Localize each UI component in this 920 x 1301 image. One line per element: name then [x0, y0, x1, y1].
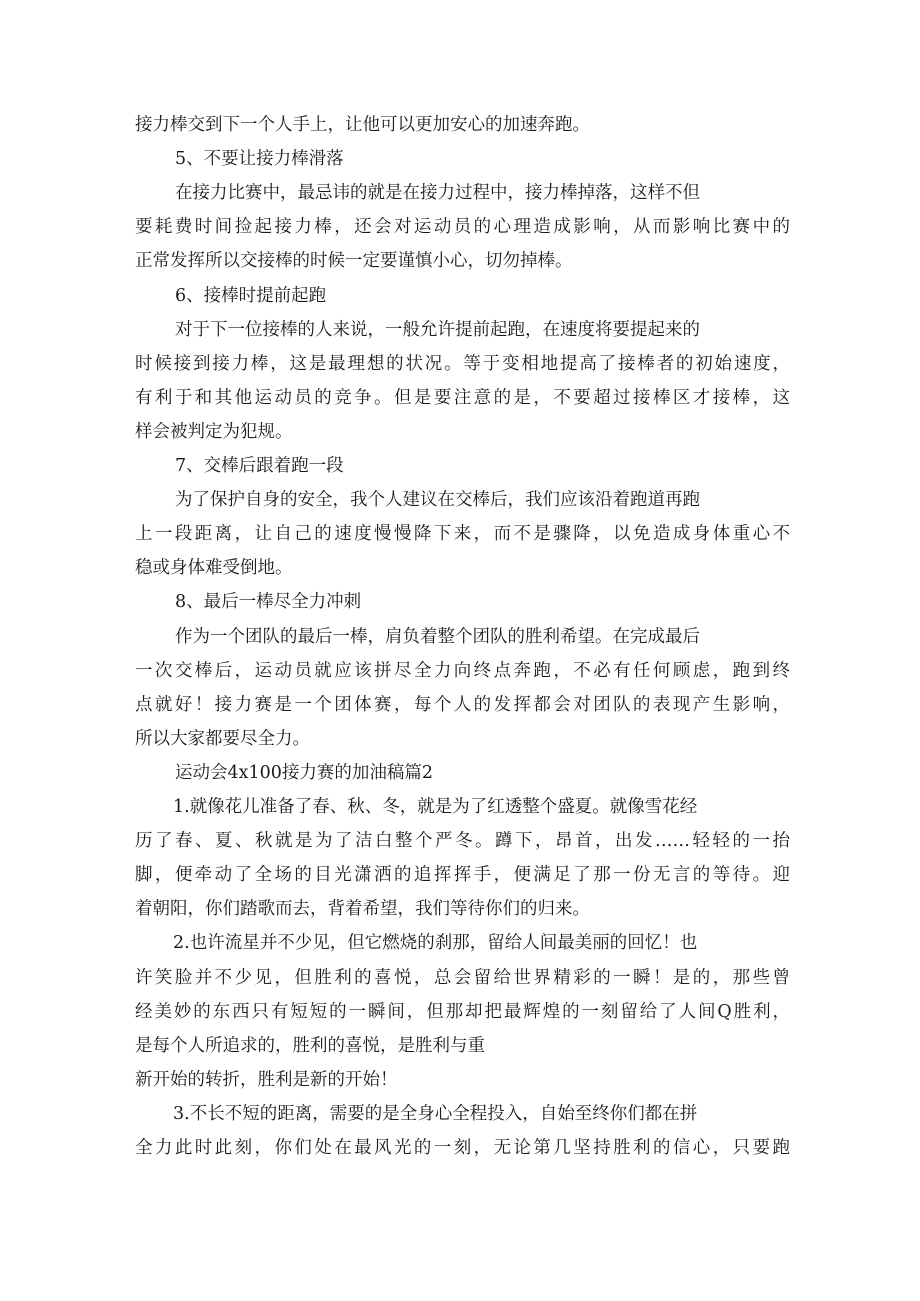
text-line: 有利于和其他运动员的竞争。但是要注意的是，不要超过接棒区才接棒，这 — [135, 387, 790, 408]
text-line: 全力此时此刻，你们处在最风光的一刻，无论第几坚持胜利的信心，只要跑 — [135, 1138, 790, 1158]
text-line: 历了春、夏、秋就是为了洁白整个严冬。蹲下，昂首，出发……轻轻的一抬 — [135, 831, 790, 852]
text-line: 要耗费时间捡起接力棒，还会对运动员的心理造成影响，从而影响比赛中的 — [135, 217, 790, 238]
text-line: 许笑脸并不少见，但胜利的喜悦，总会留给世界精彩的一瞬！是的，那些曾 — [135, 967, 790, 988]
text-line: 5、不要让接力棒滑落 — [175, 149, 344, 170]
text-line: 3.不长不短的距离，需要的是全身心全程投入，自始至终你们都在拼 — [173, 1103, 698, 1124]
text-line: 脚，便牵动了全场的目光潇洒的追挥挥手，便满足了那一份无言的等待。迎 — [135, 865, 790, 886]
text-line: 为了保护自身的安全，我个人建议在交棒后，我们应该沿着跑道再跑 — [175, 490, 700, 511]
text-line: 接力棒交到下一个人手上，让他可以更加安心的加速奔跑。 — [135, 115, 590, 135]
text-line: 1.就像花儿准备了春、秋、冬，就是为了红透整个盛夏。就像雪花经 — [173, 797, 698, 817]
text-line: 运动会4x100接力赛的加油稿篇2 — [175, 762, 434, 783]
text-line: 一次交棒后，运动员就应该拼尽全力向终点奔跑，不必有任何顾虑，跑到终 — [135, 660, 790, 681]
text-line: 在接力比赛中，最忌讳的就是在接力过程中，接力棒掉落，这样不但 — [175, 183, 700, 204]
text-line: 新开始的转折，胜利是新的开始！ — [135, 1069, 398, 1090]
text-line: 7、交棒后跟着跑一段 — [175, 456, 344, 476]
text-line: 着朝阳，你们踏歌而去，背着希望，我们等待你们的归来。 — [135, 899, 590, 920]
text-line: 对于下一位接棒的人来说，一般允许提前起跑，在速度将要提起来的 — [175, 319, 700, 340]
text-line: 点就好！接力赛是一个团体赛，每个人的发挥都会对团队的表现产生影响， — [135, 694, 790, 715]
text-line: 2.也许流星并不少见，但它燃烧的刹那，留给人间最美丽的回忆！也 — [173, 933, 698, 954]
text-line: 时候接到接力棒，这是最理想的状况。等于变相地提高了接棒者的初始速度， — [135, 353, 790, 374]
text-line: 稳或身体难受倒地。 — [135, 558, 293, 579]
text-line: 所以大家都要尽全力。 — [135, 728, 310, 749]
text-line: 上一段距离，让自己的速度慢慢降下来，而不是骤降，以免造成身体重心不 — [135, 524, 790, 545]
text-line: 6、接棒时提前起跑 — [175, 285, 327, 306]
text-line: 8、最后一棒尽全力冲刺 — [175, 592, 362, 613]
text-line: 作为一个团队的最后一棒，肩负着整个团队的胜利希望。在完成最后 — [175, 626, 700, 647]
text-line: 正常发挥所以交接棒的时候一定要谨慎小心，切勿掉棒。 — [135, 251, 573, 272]
text-line: 是每个人所追求的，胜利的喜悦，是胜利与重 — [135, 1035, 485, 1056]
text-line: 经美妙的东西只有短短的一瞬间，但那却把最辉煌的一刻留给了人间Q胜利， — [135, 1001, 790, 1022]
text-line: 样会被判定为犯规。 — [135, 421, 293, 442]
